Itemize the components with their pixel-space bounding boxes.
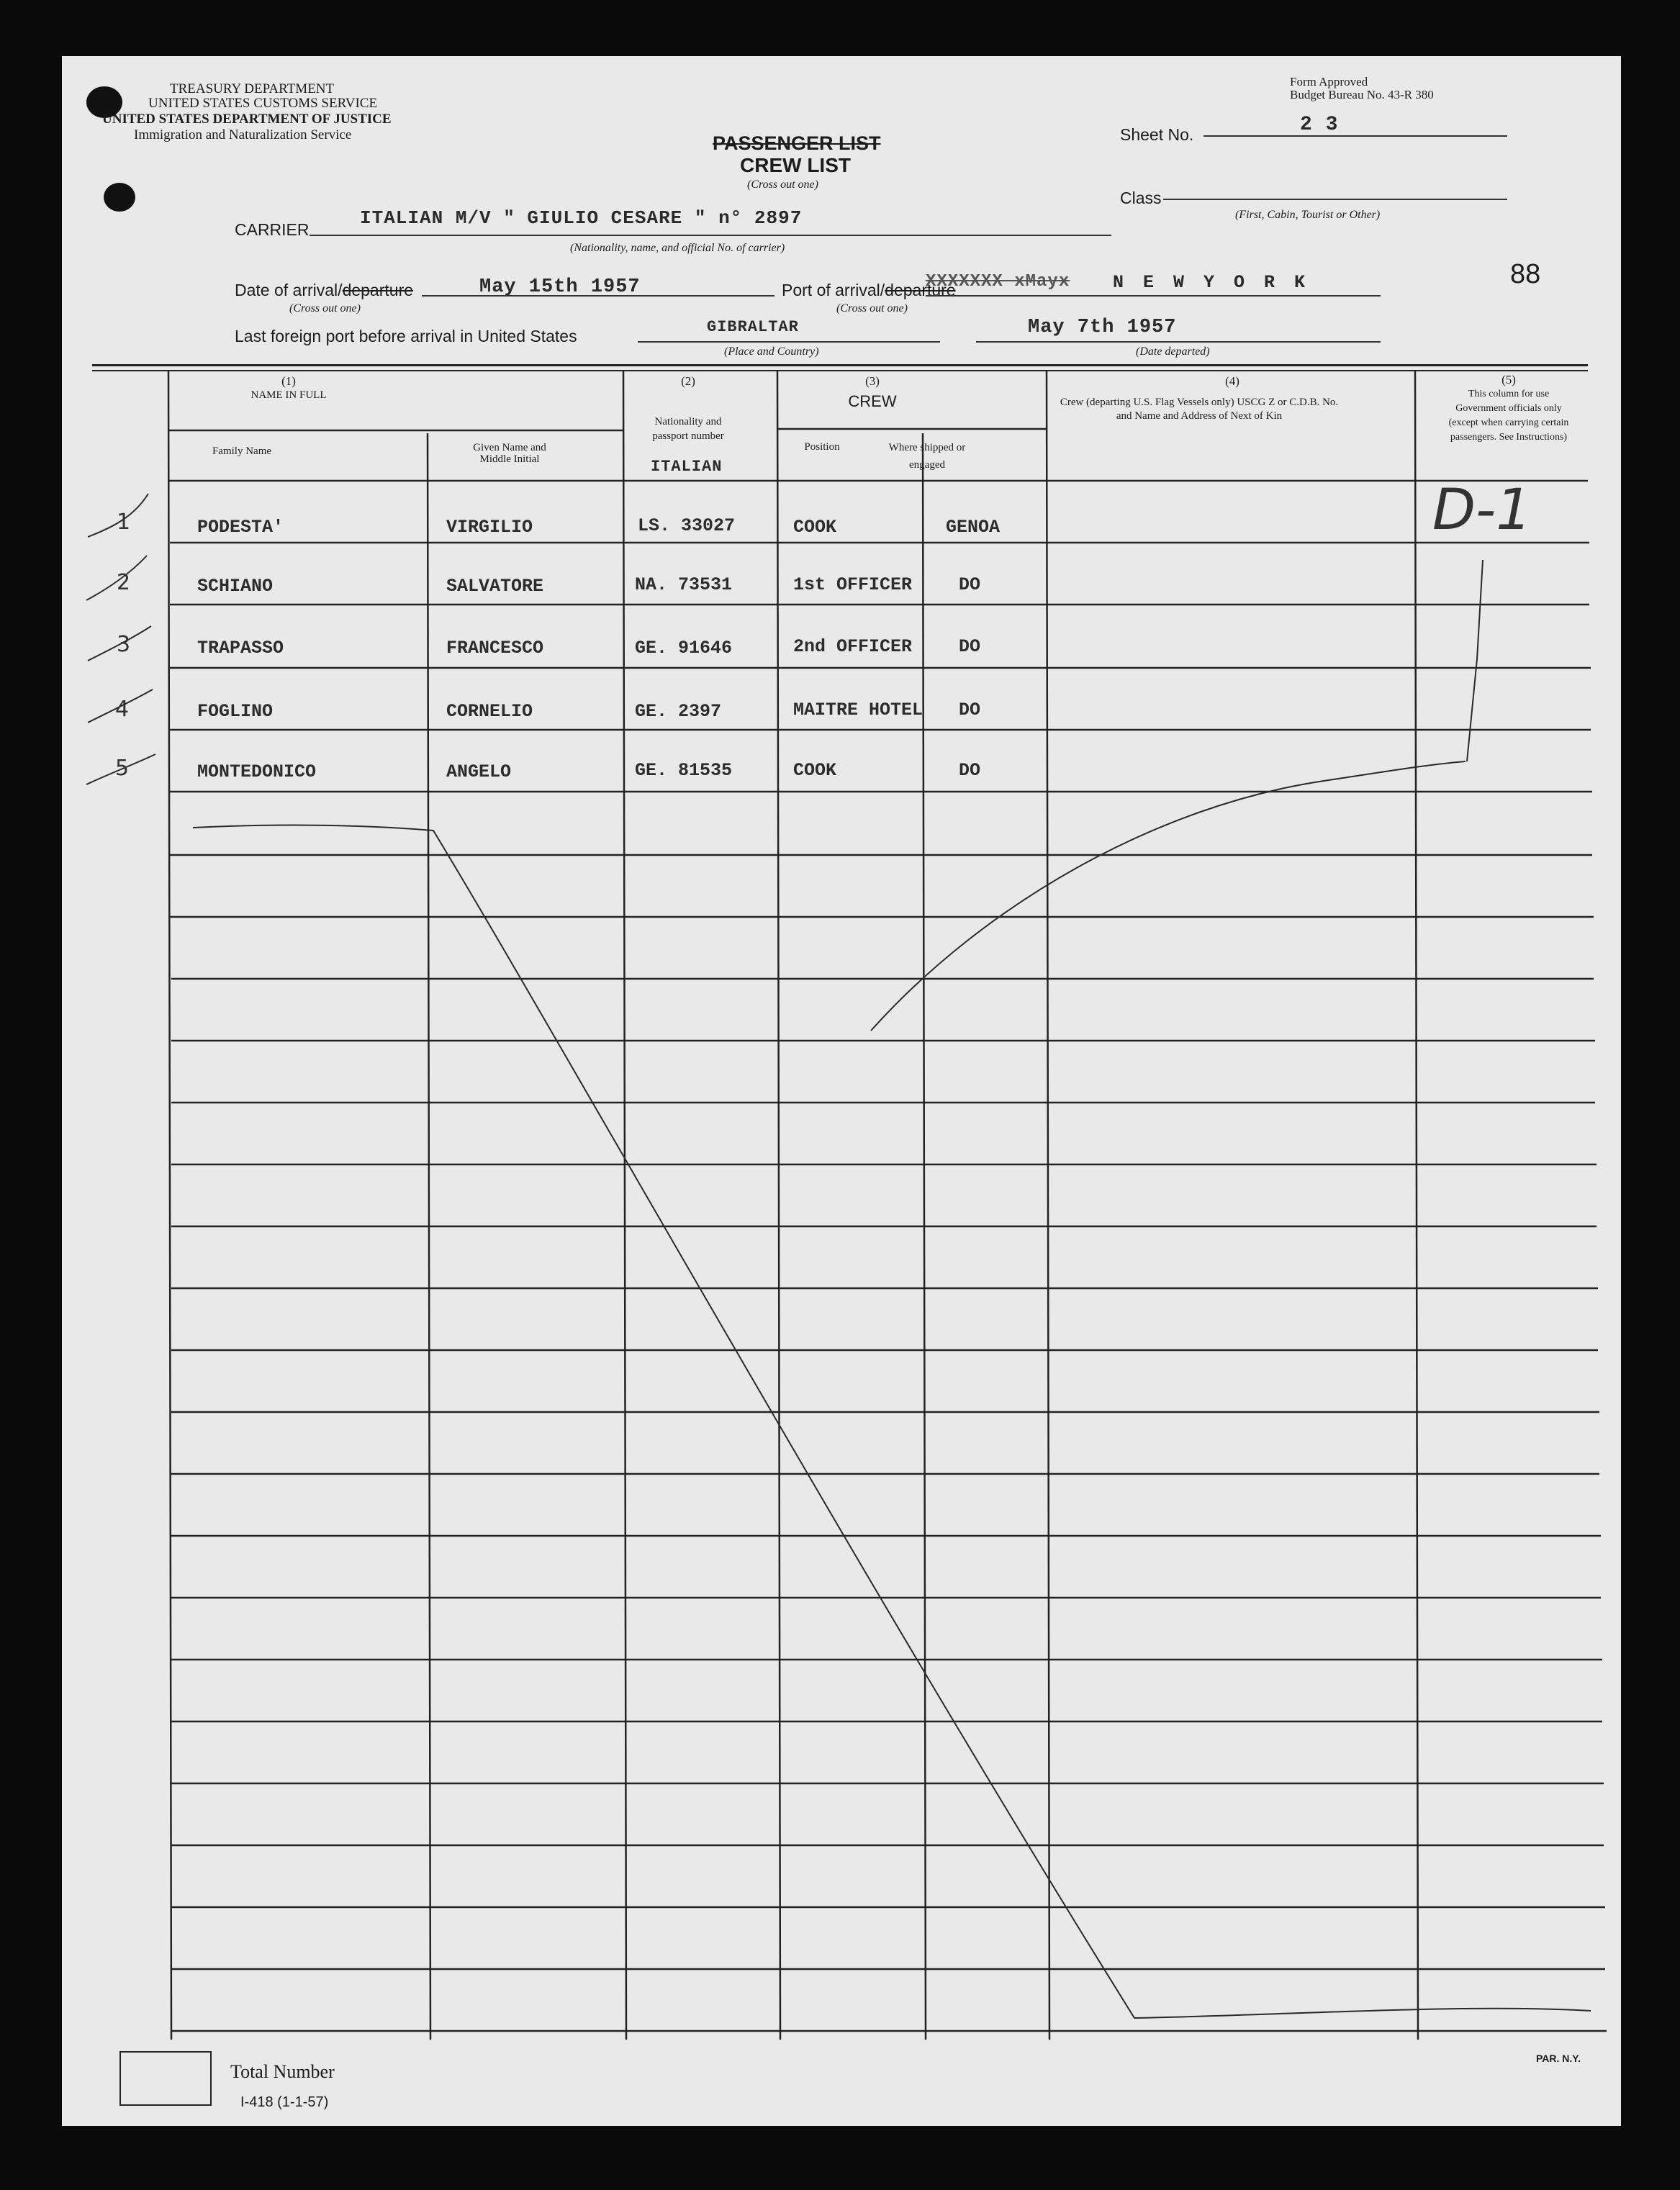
col-given-header: Given Name and Middle Initial [473, 442, 546, 465]
crew-list-title: CREW LIST [740, 154, 851, 176]
row-4-passport: GE. 2397 [635, 701, 722, 722]
date-hint: (Cross out one) [289, 302, 361, 315]
row-3-family: TRAPASSO [197, 638, 284, 659]
table-grid [62, 56, 1621, 2126]
agency-line-2: UNITED STATES CUSTOMS SERVICE [148, 96, 378, 111]
row-5-where: DO [959, 760, 981, 781]
carrier-label: CARRIER [235, 220, 310, 239]
row-3-passport: GE. 91646 [635, 638, 733, 659]
agency-line-4: Immigration and Naturalization Service [134, 127, 352, 142]
row-2-family: SCHIANO [197, 576, 274, 597]
row-1-where: GENOA [946, 517, 1001, 538]
row-1-number: 1 [117, 510, 131, 535]
row-5-passport: GE. 81535 [635, 760, 733, 781]
col2-nationality-value: ITALIAN [651, 458, 723, 476]
row-4-given: CORNELIO [446, 701, 533, 722]
row-5-position: COOK [793, 760, 837, 781]
col-where-header: Where shipped or engaged [888, 442, 966, 471]
col2-title: Nationality and passport number [652, 416, 724, 442]
row-3-position: 2nd OFFICER [793, 636, 913, 657]
port-arrival-value: N E W Y O R K [1113, 272, 1310, 293]
row-1-family: PODESTA' [197, 517, 284, 538]
date-arrival-label-a: Date of arrival/ [235, 281, 343, 299]
row-3-given: FRANCESCO [446, 638, 544, 659]
agency-line-1: TREASURY DEPARTMENT [170, 81, 335, 96]
col4-num: (4) [1225, 374, 1239, 388]
col2-num: (2) [681, 374, 695, 388]
handwritten-annotation: D-1 [1432, 478, 1532, 543]
port-arrival-label-a: Port of arrival/ [782, 281, 885, 299]
row-1-given: VIRGILIO [446, 517, 533, 538]
last-port-label: Last foreign port before arrival in United States [235, 327, 577, 345]
sheet-no-value: 2 3 [1300, 114, 1339, 136]
row-4-number: 4 [115, 697, 130, 722]
last-port-value: GIBRALTAR [707, 318, 799, 336]
date-departure-struck: departure [342, 281, 414, 299]
row-3-number: 3 [117, 632, 131, 657]
col1-title: NAME IN FULL [250, 389, 327, 401]
row-5-family: MONTEDONICO [197, 761, 317, 782]
row-1-passport: LS. 33027 [638, 515, 736, 536]
departed-hint: (Date departed) [1136, 345, 1210, 358]
col-family-header: Family Name [212, 445, 272, 457]
col5-title: This column for use Government officials only (except when carrying certain passengers. See Instructions) [1448, 389, 1569, 443]
row-2-given: SALVATORE [446, 576, 544, 597]
row-4-where: DO [959, 700, 981, 720]
row-3-where: DO [959, 636, 981, 657]
budget-bureau: Budget Bureau No. 43-R 380 [1290, 88, 1434, 101]
row-1-position: COOK [793, 517, 837, 538]
departed-value: May 7th 1957 [1028, 317, 1177, 338]
class-label: Class [1120, 189, 1162, 207]
col5-num: (5) [1501, 373, 1516, 386]
col-position-header: Position [804, 441, 840, 453]
row-2-where: DO [959, 574, 981, 595]
col3-num: (3) [865, 374, 880, 388]
manifest-sheet [62, 56, 1621, 2126]
carrier-value: ITALIAN M/V " GIULIO CESARE " n° 2897 [360, 207, 803, 229]
carrier-hint: (Nationality, name, and official No. of carrier) [570, 242, 785, 254]
form-number: I-418 (1-1-57) [240, 2094, 329, 2110]
agency-line-3: UNITED STATES DEPARTMENT OF JUSTICE [102, 112, 392, 127]
row-4-position: MAITRE HOTEL [793, 700, 923, 720]
cross-out-hint: (Cross out one) [747, 178, 818, 191]
last-port-hint: (Place and Country) [724, 345, 819, 358]
row-2-passport: NA. 73531 [635, 574, 733, 595]
passenger-list-title: PASSENGER LIST [713, 132, 881, 154]
page-number: 88 [1510, 259, 1541, 289]
port-struck-text: XXXXXXX xMayx [926, 272, 1070, 291]
row-5-number: 5 [115, 756, 130, 781]
row-2-number: 2 [117, 570, 131, 595]
row-5-given: ANGELO [446, 761, 512, 782]
printer-mark: PAR. N.Y. [1536, 2053, 1581, 2064]
row-2-position: 1st OFFICER [793, 574, 913, 595]
port-hint: (Cross out one) [836, 302, 908, 315]
col3-title: CREW [848, 392, 897, 410]
class-hint: (First, Cabin, Tourist or Other) [1235, 209, 1381, 221]
form-approved: Form Approved [1290, 75, 1368, 89]
col1-num: (1) [281, 374, 296, 388]
total-number-label: Total Number [230, 2061, 335, 2082]
row-4-family: FOGLINO [197, 701, 274, 722]
sheet-no-label: Sheet No. [1120, 125, 1194, 144]
port-departure-struck: departure [885, 281, 956, 299]
col4-title: Crew (departing U.S. Flag Vessels only) USCG Z or C.D.B. No. and Name and Address of Next of Kin [1060, 397, 1339, 422]
date-arrival-value: May 15th 1957 [479, 276, 641, 298]
